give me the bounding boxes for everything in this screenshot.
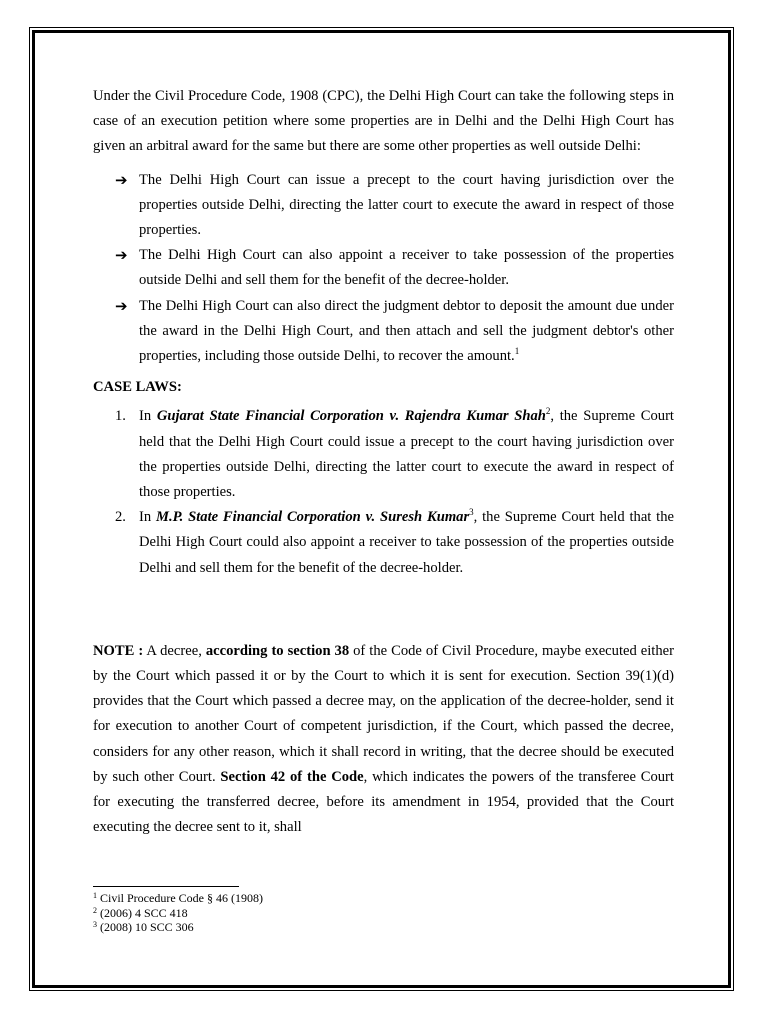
document-body xyxy=(93,84,674,840)
step-text: The Delhi High Court can issue a precept to the court having jurisdiction over the properties outside Delhi, directing the latter court to execute the award in respect of those properties. xyxy=(139,171,674,239)
case-laws-list xyxy=(93,404,674,580)
case-text: , the Supreme Court held that the Delhi High Court could issue a precept to the court having jurisdiction over the properties outside Delhi, directing the latter court to execute the award in respect of those properties. xyxy=(139,408,674,501)
footnote-number: 2 xyxy=(93,905,97,915)
footnote xyxy=(93,891,263,906)
steps-list xyxy=(93,168,674,370)
step-text: The Delhi High Court can also appoint a receiver to take possession of the properties outside Delhi and sell them for the benefit of the decree-holder. xyxy=(139,247,674,289)
footnote-number: 3 xyxy=(93,920,97,930)
note-text: , which indicates the powers of the transferee Court for executing the transferred decree, before its amendment in 1954, provided that the Court executing the decree sent to it, shall xyxy=(93,768,674,836)
list-item xyxy=(115,294,674,370)
case-laws-heading: CASE LAWS: xyxy=(93,379,182,396)
note-bold-section-42: Section 42 of the Code xyxy=(220,768,364,785)
list-number: 2. xyxy=(115,509,126,526)
footnotes xyxy=(93,891,263,935)
note-bold-section-38: according to section 38 xyxy=(205,642,350,659)
list-item xyxy=(115,168,674,244)
note-label: NOTE : xyxy=(93,642,144,659)
footnote-ref[interactable]: 2 xyxy=(545,406,551,417)
step-text: The Delhi High Court can also direct the judgment debtor to deposit the amount due under the award in the Delhi High Court, and then attach and sell the judgment debtor's other properties, including those outside Delhi, to recover the amount. xyxy=(139,297,674,365)
note-paragraph xyxy=(93,639,674,841)
footnote-text: (2008) 10 SCC 306 xyxy=(97,920,194,935)
list-item xyxy=(115,505,674,581)
list-item xyxy=(115,404,674,505)
list-number: 1. xyxy=(115,408,126,425)
footnote-ref[interactable]: 3 xyxy=(469,507,474,518)
arrow-bullet-icon: ➔ xyxy=(115,296,128,315)
footnote xyxy=(93,906,263,921)
intro-paragraph: Under the Civil Procedure Code, 1908 (CPC), the Delhi High Court can take the following steps in case of an execution petition where some properties are in Delhi and the Delhi High Court has given an arbitral award for the same but there are some other properties as well outside Delhi: xyxy=(93,88,674,155)
case-prefix: In xyxy=(139,509,156,526)
list-item xyxy=(115,243,674,293)
note-text: of the Code of Civil Procedure, maybe executed either by the Court which passed it or by the Court to which it is sent for execution. Section 39(1)(d) provides that the Court which passed a decree may, on the application of the decree-holder, send it for execution to another Court of competent jurisdiction, if the Court, which passed the decree, considers for any other reason, which it shall record in writing, that the decree should be executed by such other Court. xyxy=(93,642,674,785)
footnote-separator xyxy=(93,886,239,887)
footnote-text: Civil Procedure Code § 46 (1908) xyxy=(97,891,263,905)
footnote-text: (2006) 4 SCC 418 xyxy=(97,905,188,920)
arrow-bullet-icon: ➔ xyxy=(115,246,128,265)
footnote-ref[interactable]: 1 xyxy=(514,346,520,357)
case-name: Gujarat State Financial Corporation v. Rajendra Kumar Shah xyxy=(156,408,546,425)
note-text: A decree, xyxy=(143,642,206,659)
arrow-bullet-icon: ➔ xyxy=(115,170,128,189)
case-prefix: In xyxy=(139,408,157,425)
case-text: , the Supreme Court held that the Delhi High Court could also appoint a receiver to take possession of the properties outside Delhi and sell them for the benefit of the decree-holder. xyxy=(139,509,674,576)
footnote-number: 1 xyxy=(93,891,97,900)
footnote xyxy=(93,920,263,935)
case-name: M.P. State Financial Corporation v. Suresh Kumar xyxy=(155,509,470,526)
